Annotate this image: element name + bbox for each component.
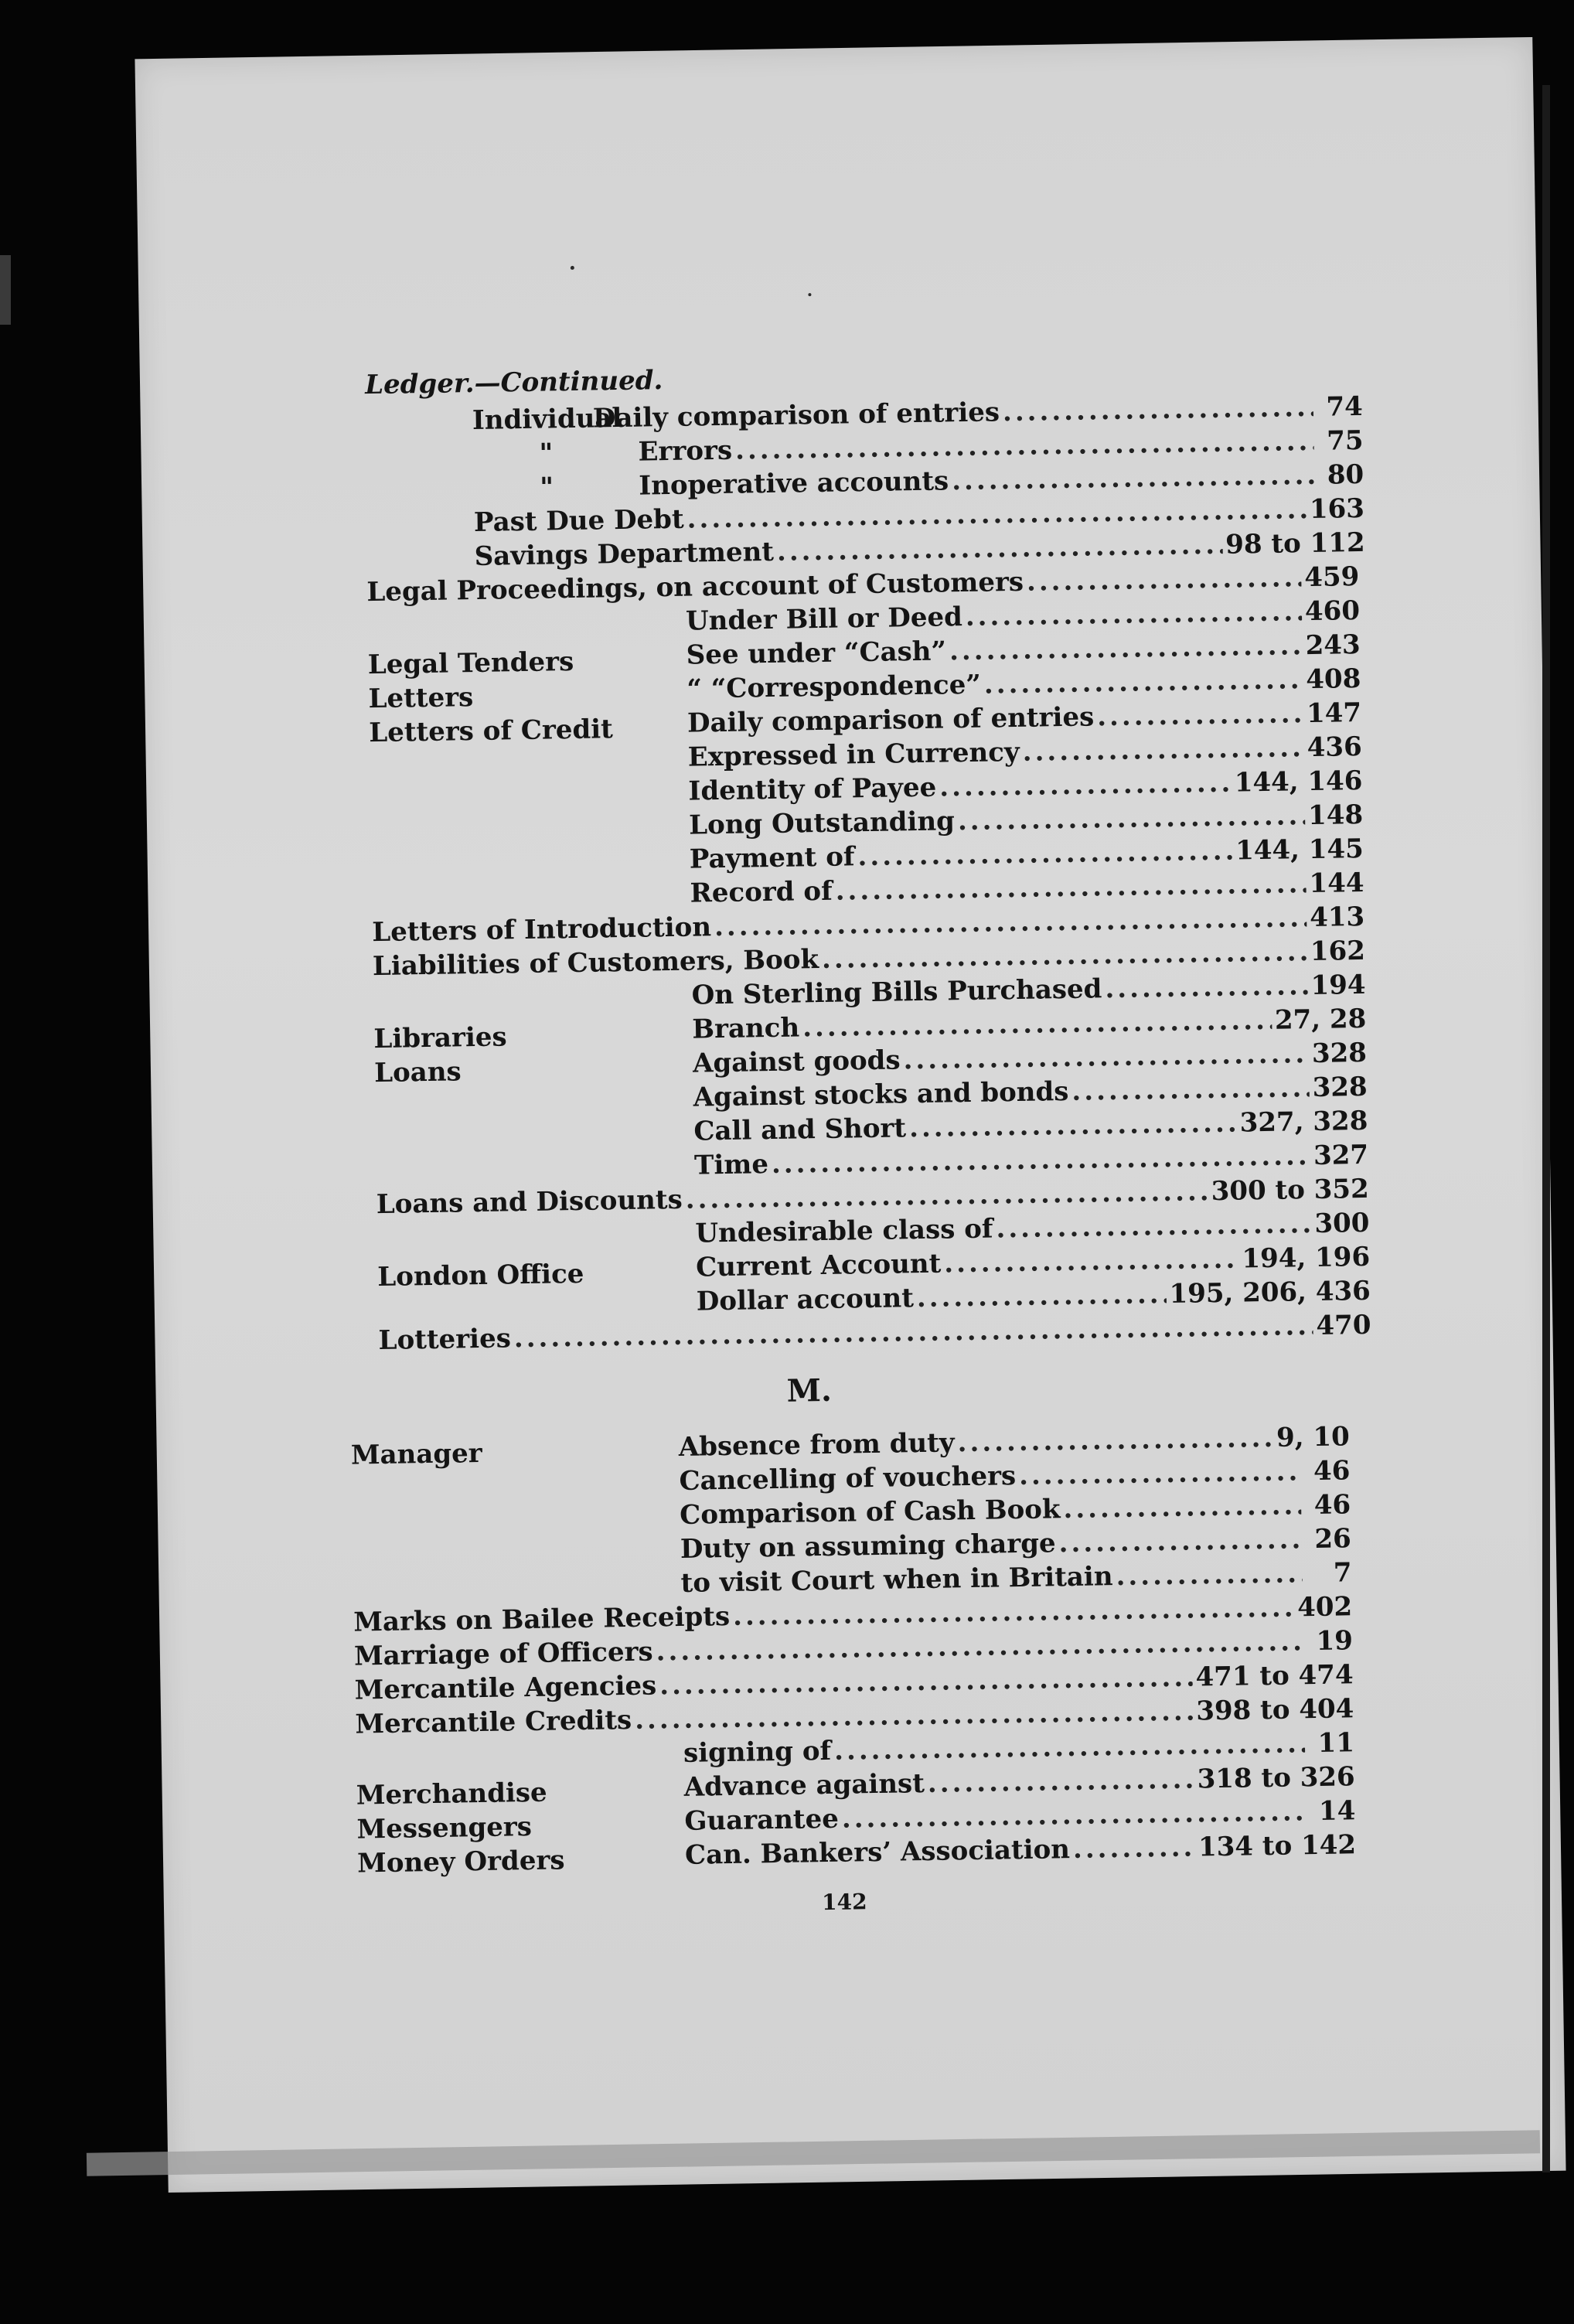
page-reference: 327 <box>1313 1139 1369 1172</box>
index-heading: Messengers <box>356 1811 533 1845</box>
index-heading: Manager <box>350 1437 482 1471</box>
entry-text: Marriage of Officers <box>353 1636 653 1672</box>
page-reference: 98 to 112 <box>1225 526 1365 561</box>
index-heading: Letters <box>368 682 474 715</box>
entry-text: Dollar account <box>696 1283 915 1317</box>
leader-dots <box>952 458 1315 498</box>
leader-dots <box>1105 969 1308 1006</box>
entry-text: Against goods <box>692 1044 901 1079</box>
entry-text: Daily comparison of entries <box>592 397 1000 434</box>
page-header-ledger-continued: Ledger.—Continued. <box>364 365 663 401</box>
page-reference: 148 <box>1307 799 1364 832</box>
page-reference: 328 <box>1311 1037 1368 1070</box>
page-reference: 162 <box>1310 935 1366 968</box>
page-reference: 328 <box>1312 1071 1368 1104</box>
page-reference: 471 to 474 <box>1195 1659 1354 1693</box>
leader-dots <box>1019 1454 1301 1493</box>
leader-dots <box>1063 1488 1301 1526</box>
page-reference: 26 <box>1314 1523 1352 1556</box>
page-reference: 74 <box>1326 390 1364 423</box>
page-reference: 19 <box>1316 1625 1354 1658</box>
entry-text: Marks on Bailee Receipts <box>353 1600 731 1638</box>
entry-text: Mercantile Credits <box>355 1704 632 1740</box>
page-reference: 11 <box>1317 1727 1355 1760</box>
page-reference: 194, 196 <box>1242 1241 1371 1275</box>
page-reference: 147 <box>1306 697 1362 730</box>
leader-dots <box>1071 1071 1310 1109</box>
ditto-mark: " <box>539 472 554 503</box>
entry-text: Guarantee <box>684 1803 840 1837</box>
page-reference: 300 to 352 <box>1211 1173 1370 1208</box>
entry-text: Current Account <box>695 1248 942 1283</box>
page-reference: 14 <box>1318 1795 1356 1828</box>
entry-text: Record of <box>690 875 833 909</box>
page-reference: 195, 206, 436 <box>1169 1275 1371 1310</box>
page-reference: 27, 28 <box>1274 1003 1367 1036</box>
entry-text: signing of <box>683 1735 832 1769</box>
page-reference: 7 <box>1333 1557 1352 1589</box>
leader-dots <box>965 595 1302 634</box>
leader-dots <box>513 1309 1313 1355</box>
entry-text: Time <box>693 1149 769 1181</box>
entry-text: Undesirable class of <box>695 1213 993 1249</box>
leader-dots <box>917 1277 1167 1315</box>
leader-dots <box>857 834 1232 874</box>
entry-text: Liabilities of Customers, Book <box>372 944 819 983</box>
page-reference: 46 <box>1313 1455 1351 1487</box>
entry-text: Against stocks and bonds <box>693 1075 1069 1113</box>
leader-dots <box>1073 1831 1196 1866</box>
entry-text: Errors <box>638 434 733 468</box>
entry-text: Under Bill or Deed <box>685 601 963 637</box>
entry-text: Cancelling of vouchers <box>679 1460 1017 1497</box>
page-reference: 436 <box>1307 731 1363 764</box>
entry-text: Expressed in Currency <box>687 736 1020 773</box>
leader-dots <box>1022 731 1304 769</box>
index-heading: Merchandise <box>356 1777 547 1811</box>
page-reference: 460 <box>1304 595 1361 628</box>
leader-dots <box>1058 1522 1302 1560</box>
entry-text: Branch <box>692 1012 800 1045</box>
page-reference: 470 <box>1316 1309 1371 1341</box>
entry-text: On Sterling Bills Purchased <box>691 973 1102 1011</box>
entry-text: Letters of Introduction <box>372 912 712 949</box>
entry-text: Absence from duty <box>678 1427 955 1463</box>
entry-prefix: Individual <box>472 402 622 436</box>
page-reference: 243 <box>1305 629 1361 662</box>
entry-text: to visit Court when in Britain <box>680 1561 1113 1599</box>
index-heading: Libraries <box>373 1021 507 1055</box>
entry-text: Legal Proceedings, on account of Customers <box>366 566 1024 608</box>
section-heading-m: M. <box>786 1372 833 1409</box>
entry-text: Inoperative accounts <box>638 465 949 502</box>
leader-dots <box>984 663 1303 701</box>
page-reference: 46 <box>1313 1489 1351 1522</box>
page-reference: 194 <box>1310 969 1366 1002</box>
leader-dots <box>958 799 1306 838</box>
entry-text: Daily comparison of entries <box>686 701 1095 739</box>
leader-dots <box>1116 1556 1303 1593</box>
page-reference: 144, 146 <box>1234 765 1363 799</box>
speck <box>808 293 811 296</box>
entry-text: Can. Bankers’ Association <box>684 1834 1071 1871</box>
page-reference: 134 to 142 <box>1198 1829 1357 1863</box>
page-reference: 300 <box>1314 1207 1370 1240</box>
leader-dots <box>1097 697 1304 734</box>
leader-dots <box>996 1207 1312 1245</box>
page-reference: 413 <box>1309 901 1365 934</box>
entry-text: Loans and Discounts <box>376 1184 683 1221</box>
index-heading: Money Orders <box>356 1845 565 1879</box>
entry-text: Comparison of Cash Book <box>679 1494 1061 1531</box>
entry-text: Lotteries <box>378 1323 512 1357</box>
page-reference: 144, 145 <box>1235 833 1364 867</box>
index-heading: Loans <box>373 1056 462 1089</box>
entry-text: Advance against <box>683 1768 925 1803</box>
leader-dots <box>944 1242 1239 1281</box>
page-reference: 163 <box>1309 492 1365 525</box>
entry-text: Savings Department <box>474 536 775 572</box>
leader-dots <box>1003 390 1314 429</box>
entry-text: Payment of <box>689 841 855 875</box>
entry-text: Identity of Payee <box>688 772 937 807</box>
page-reference: 75 <box>1326 424 1364 457</box>
speck <box>571 266 574 270</box>
page-reference: 318 to 326 <box>1197 1761 1355 1795</box>
entry-text: See under “Cash” <box>686 636 947 671</box>
index-heading: Letters of Credit <box>368 714 614 749</box>
leader-dots <box>949 629 1303 668</box>
ditto-mark: " <box>539 438 554 469</box>
page-reference: 398 to 404 <box>1195 1693 1354 1727</box>
entry-text: Call and Short <box>693 1113 907 1147</box>
page-reference: 408 <box>1306 663 1361 696</box>
entry-text: “ “Correspondence” <box>686 669 982 705</box>
index-entry <box>378 1308 1371 1358</box>
leader-dots <box>1027 561 1302 599</box>
page-reference: 9, 10 <box>1276 1421 1351 1453</box>
leader-dots <box>939 766 1232 805</box>
entry-text: Long Outstanding <box>688 806 956 841</box>
entry-text: Mercantile Agencies <box>354 1670 657 1706</box>
leader-dots <box>957 1421 1273 1460</box>
entry-text: Duty on assuming charge <box>680 1528 1056 1565</box>
page-reference: 144 <box>1309 867 1364 900</box>
index-heading: London Office <box>377 1258 584 1293</box>
page-reference: 327, 328 <box>1239 1105 1368 1139</box>
entry-text: Past Due Debt <box>473 503 684 538</box>
index-heading: Legal Tenders <box>367 646 574 681</box>
leader-dots <box>909 1106 1237 1146</box>
page-reference: 80 <box>1327 458 1364 491</box>
page-number: 142 <box>821 1889 867 1916</box>
page-reference: 459 <box>1303 561 1360 594</box>
page-reference: 402 <box>1296 1591 1353 1624</box>
leader-dots <box>928 1763 1194 1801</box>
